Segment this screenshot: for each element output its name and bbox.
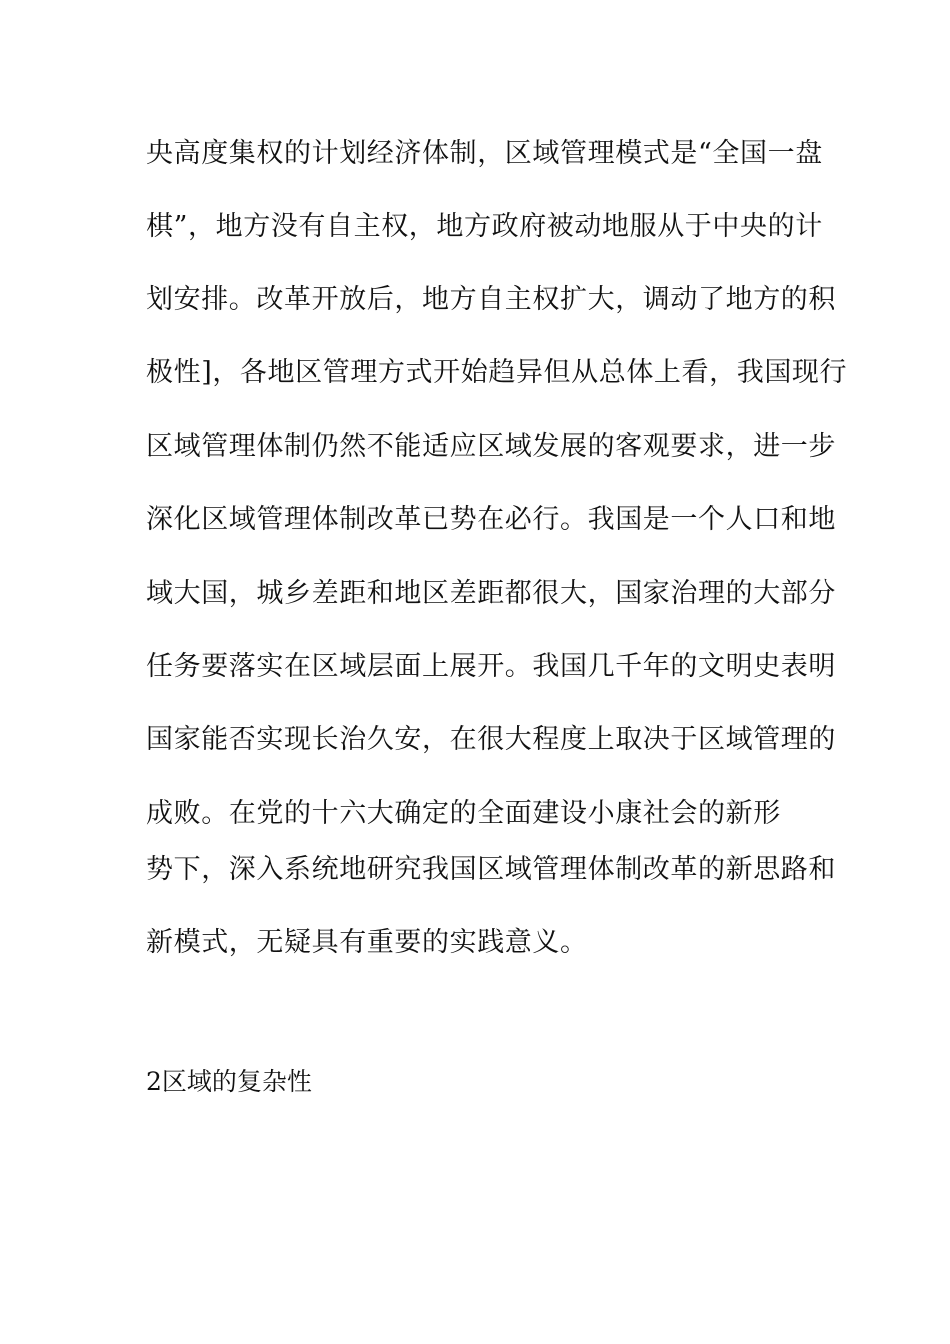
section-heading: 2区域的复杂性 bbox=[146, 1067, 312, 1096]
paragraph-line: 极性]，各地区管理方式开始趋异但从总体上看，我国现行 bbox=[146, 357, 848, 388]
paragraph-line: 任务要落实在区域层面上展开。我国几千年的文明史表明 bbox=[146, 651, 836, 682]
paragraph-line: 新模式，无疑具有重要的实践意义。 bbox=[146, 927, 588, 958]
paragraph-line: 央高度集权的计划经济体制，区域管理模式是“全国一盘 bbox=[146, 138, 823, 169]
paragraph-line: 棋”，地方没有自主权，地方政府被动地服从于中央的计 bbox=[146, 211, 823, 242]
paragraph-line: 深化区域管理体制改革已势在必行。我国是一个人口和地 bbox=[146, 504, 836, 535]
paragraph-line: 国家能否实现长治久安，在很大程度上取决于区域管理的 bbox=[146, 724, 836, 755]
paragraph-line: 势下，深入系统地研究我国区域管理体制改革的新思路和 bbox=[146, 854, 836, 885]
paragraph-line: 成败。在党的十六大确定的全面建设小康社会的新形 bbox=[146, 798, 781, 829]
paragraph-line: 域大国，城乡差距和地区差距都很大，国家治理的大部分 bbox=[146, 578, 836, 609]
paragraph-line: 区域管理体制仍然不能适应区域发展的客观要求，进一步 bbox=[146, 431, 836, 462]
paragraph-line: 划安排。改革开放后，地方自主权扩大，调动了地方的积 bbox=[146, 284, 836, 315]
